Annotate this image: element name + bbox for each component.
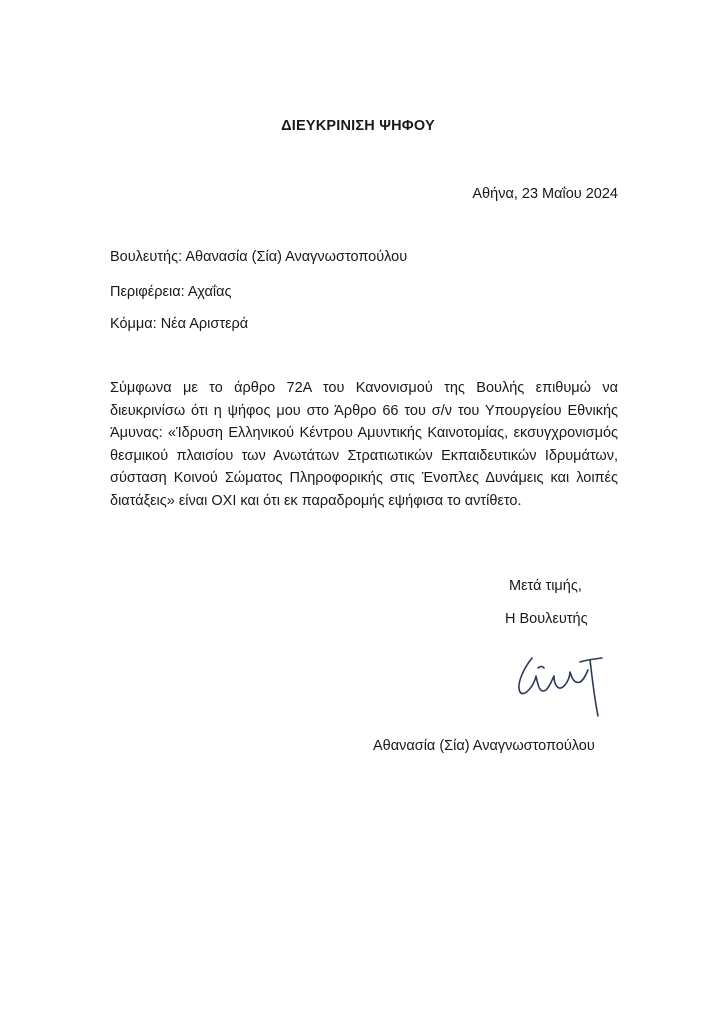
statement-body: Σύμφωνα με το άρθρο 72Α του Κανονισμού της Βουλής επιθυμώ να διευκρινίσω ότι η ψήφος μου στο Άρθρο 66 του σ/ν του Υπουργείου Εθνικής Άμυνας: «Ίδρυση Ελληνικού Κέντρου Αμυντικής Καινοτομίας, εκσυγχρονισμός θεσμικού πλαισίου των Ανωτάτων Στρατιωτικών Εκπαιδευτικών Ιδρυμάτων, σύσταση Κοινού Σώματος Πληροφορικής στις Ένοπλες Δυνάμεις και λοιπές διατάξεις» είναι ΟΧΙ και ότι εκ παραδρομής εψήφισα το αντίθετο. (110, 380, 618, 509)
party-line: Κόμμα: Νέα Αριστερά (110, 316, 249, 332)
signature-drawing (510, 646, 610, 726)
signer-title: Η Βουλευτής (505, 611, 588, 627)
region-line: Περιφέρεια: Αχαΐας (110, 284, 232, 300)
document-date: Αθήνα, 23 Μαΐου 2024 (472, 186, 618, 202)
closing-salutation: Μετά τιμής, (509, 578, 582, 594)
member-of-parliament-line: Βουλευτής: Αθανασία (Σία) Αναγνωστοπούλου (110, 249, 408, 265)
page-title: ΔΙΕΥΚΡΙΝΙΣΗ ΨΗΦΟΥ (281, 118, 435, 134)
signer-name: Αθανασία (Σία) Αναγνωστοπούλου (373, 738, 595, 754)
handwritten-signature (510, 646, 610, 726)
